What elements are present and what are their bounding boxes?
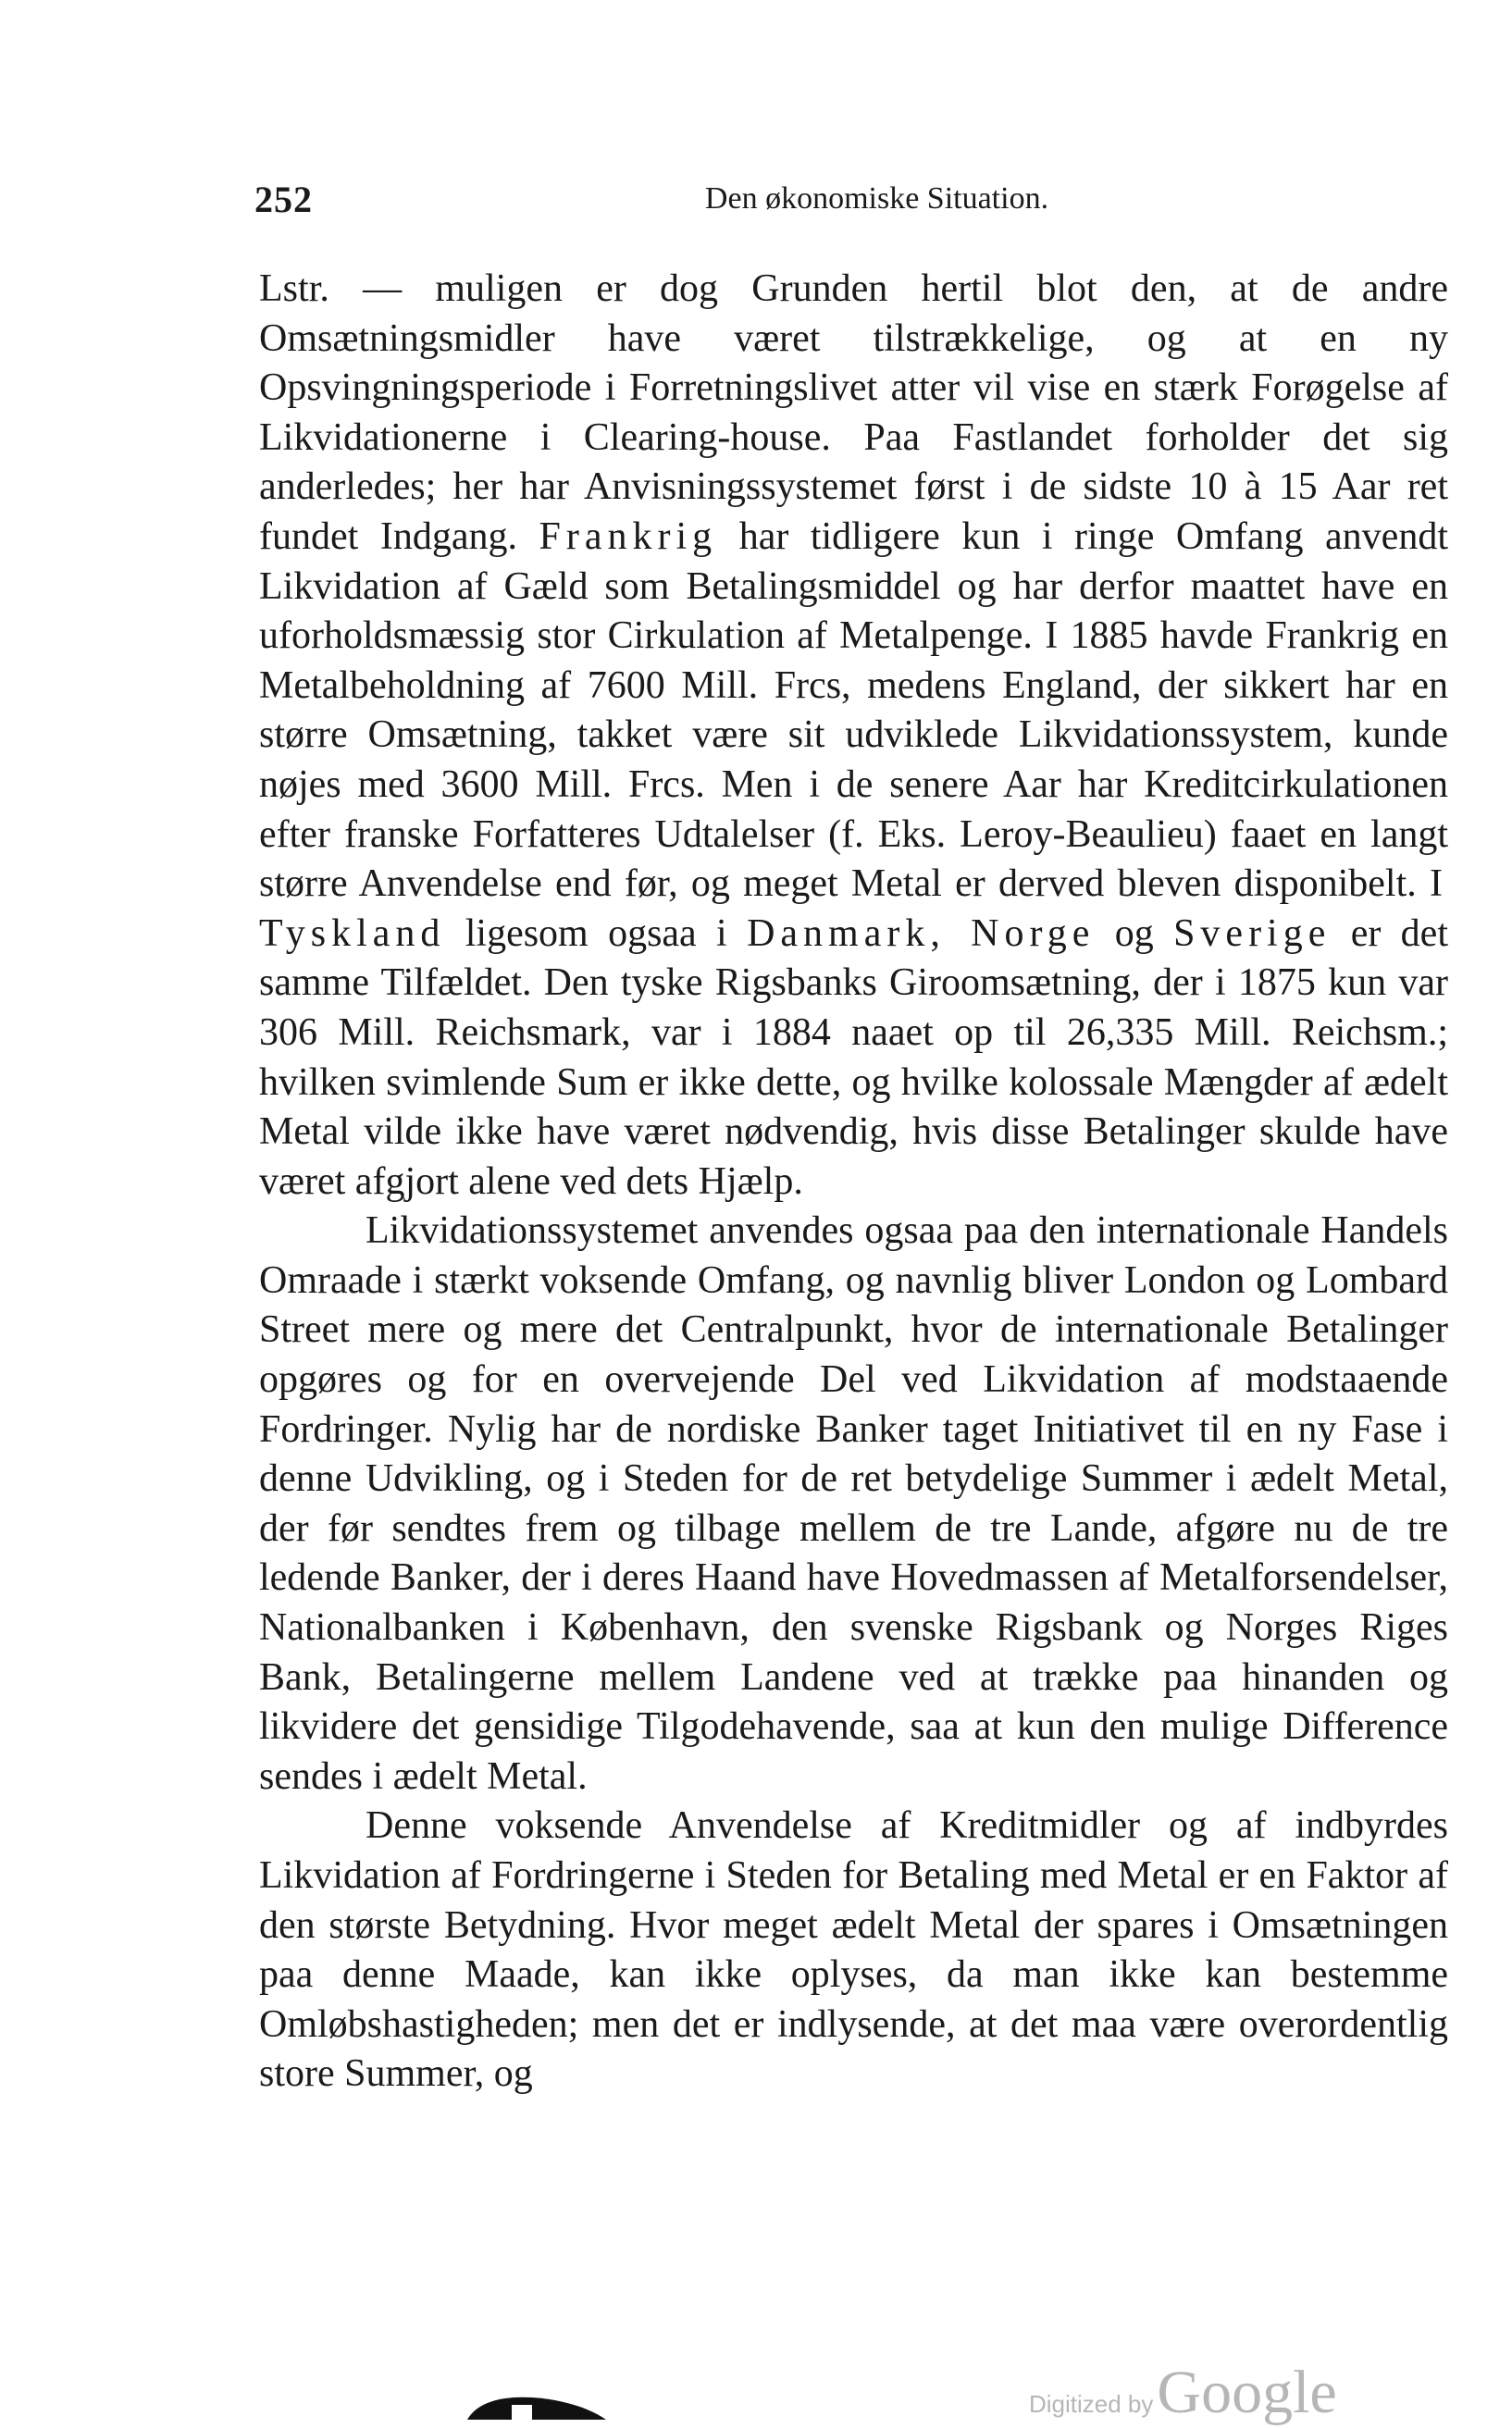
spaced-country-name: Frankrig — [539, 514, 718, 558]
watermark-brand: Google — [1157, 2359, 1337, 2426]
text-run: ligesom ogsaa i — [465, 911, 727, 955]
paragraph-1 — [259, 265, 1448, 1207]
text-run: Lstr. — muligen er dog Grunden hertil blot den, at de andre Omsætningsmidler have været tilstrækkelige, og at en ny Opsvingningsperiode i Forretningslivet atter vil vise en stærk Forøgelse af Likvidationerne i Clearing-house. Paa Fastlandet forholder det sig anderledes; her har Anvisningssystemet først i de sidste 10 à 15 Aar ret fundet Indgang. — [259, 267, 1448, 558]
running-title: Den økonomiske Situation. — [704, 181, 1049, 216]
spaced-country-name: I Tyskland — [259, 862, 1448, 955]
body-text — [259, 265, 1448, 2100]
watermark-prefix: Digitized by — [1029, 2390, 1154, 2418]
paragraph-3: Denne voksende Anvendelse af Kreditmidler og af indbyrdes Likvidation af Fordringerne i Steden for Betaling med Metal er en Faktor af den største Betydning. Hvor meget ædelt Metal der spares i Omsætningen paa denne Maade, kan ikke oplyses, da man ikke kan bestemme Omløbshastigheden; men det er indlysende, at det maa være overordentlig store Summer, og — [259, 1804, 1448, 2096]
text-run: og — [1114, 911, 1154, 955]
text-run: er det samme Tilfældet. Den tyske Rigsbanks Giroomsætning, der i 1875 kun var 306 Mill. Reichsmark, var i 1884 naaet op til 26,335 Mill. Reichsm.; hvilken svimlende Sum er ikke dette, og hvilke kolossale Mængder af ædelt Metal vilde ikke have været nødvendig, hvis disse Betalinger skulde have været afgjort alene ved dets Hjælp. — [259, 911, 1448, 1203]
page-header — [254, 178, 1444, 229]
spaced-country-name: Sverige — [1173, 911, 1332, 955]
page-number: 252 — [254, 179, 313, 220]
digitized-by-google-watermark — [1029, 2358, 1337, 2428]
paragraph-2: Likvidationssystemet anvendes ogsaa paa den internationale Handels Omraade i stærkt voksende Omfang, og navnlig bliver London og Lombard Street mere og mere det Centralpunkt, hvor de internationale Betalinger opgøres og for en overvejende Del ved Likvidation af modstaaende Fordringer. Nylig har de nordiske Banker taget Initiativet til en ny Fase i denne Udvikling, og i Steden for de ret betydelige Summer i ædelt Metal, der før sendtes frem og tilbage mellem de tre Lande, afgøre nu de tre ledende Banker, der i deres Haand have Hovedmassen af Metalforsendelser, Nationalbanken i København, den svenske Rigsbank og Norges Riges Bank, Betalingerne mellem Landene ved at trække paa hinanden og likvidere det gensidige Tilgodehavende, saa at kun den mulige Difference sendes i ædelt Metal. — [259, 1209, 1448, 1798]
library-stamp-mark — [467, 2392, 606, 2420]
text-run: har tidligere kun i ringe Omfang anvendt Likvidation af Gæld som Betalingsmiddel og har derfor maattet have en uforholdsmæssig stor Cirkulation af Metalpenge. I 1885 havde Frankrig en Metalbeholdning af 7600 Mill. Frcs, medens England, der sikkert har en større Omsætning, takket være sit udviklede Likvidationssystem, kunde nøjes med 3600 Mill. Frcs. Men i de senere Aar har Kreditcirkulationen efter franske Forfatteres Udtalelser (f. Eks. Leroy-Beaulieu) faaet en langt større Anvendelse end før, og meget Metal er derved bleven disponibelt. — [259, 514, 1448, 906]
spaced-country-name: Danmark, Norge — [747, 911, 1096, 955]
